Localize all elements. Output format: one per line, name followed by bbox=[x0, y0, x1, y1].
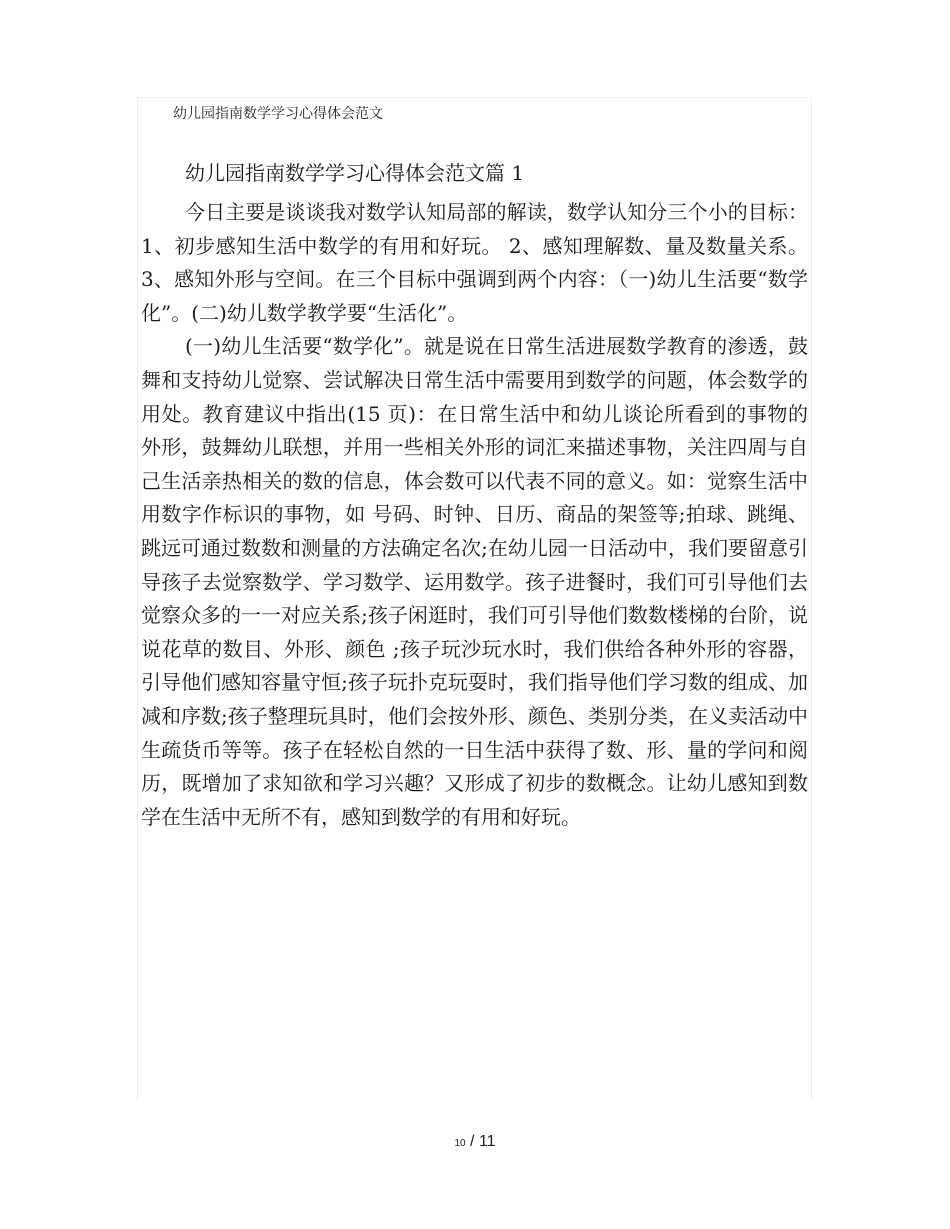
paragraph-math-in-life: (一)幼儿生活要“数学化”。就是说在日常生活进展数学教育的渗透，鼓舞和支持幼儿觉察、尝试解决日常生活中需要用到数学的问题，体会数学的用处。教育建议中指出(15 页)：在日常生活中和幼儿谈论所看到的事物的外形，鼓舞幼儿联想，并用一些相关外形的词汇来描述事物，关注四周与自己生活亲热相关的数的信息，体会数可以代表不同的意义。如：觉察生活中用数字作标识的事物，如 号码、时钟、日历、商品的架签等;拍球、跳绳、跳远可通过数数和测量的方法确定名次;在幼儿园一日活动中，我们要留意引导孩子去觉察数学、学习数学、运用数学。孩子进餐时，我们可引导他们去觉察众多的一一对应关系;孩子闲逛时，我们可引导他们数数楼梯的台阶，说说花草的数目、外形、颜色 ;孩子玩沙玩水时，我们供给各种外形的容器，引导他们感知容量守恒;孩子玩扑克玩耍时，我们指导他们学习数的组成、加减和序数;孩子整理玩具时，他们会按外形、颜色、类别分类，在义卖活动中生疏货币等等。孩子在轻松自然的一日生活中获得了数、形、量的学问和阅历，既增加了求知欲和学习兴趣？又形成了初步的数概念。让幼儿感知到数学在生活中无所不有，感知到数学的有用和好玩。 bbox=[141, 334, 808, 829]
section-title: 幼儿园指南数学学习心得体会范文篇 1 bbox=[185, 161, 525, 185]
document-header-title: 幼儿园指南数学学习心得体会范文 bbox=[173, 106, 383, 122]
page-current-number: 10 bbox=[454, 1138, 466, 1149]
page-number bbox=[0, 1133, 950, 1151]
paragraph-intro: 今日主要是谈谈我对数学认知局部的解读，数学认知分三个小的目标：1、初步感知生活中数学的有用和好玩。 2、感知理解数、量及数量关系。3、感知外形与空间。在三个目标中强调到两个内容：（一)幼儿生活要“数学化”。(二)幼儿数学教学要“生活化”。 bbox=[141, 200, 808, 325]
document-body bbox=[141, 157, 808, 834]
page-total-number: 11 bbox=[478, 1133, 496, 1150]
page-separator: / bbox=[470, 1133, 475, 1150]
